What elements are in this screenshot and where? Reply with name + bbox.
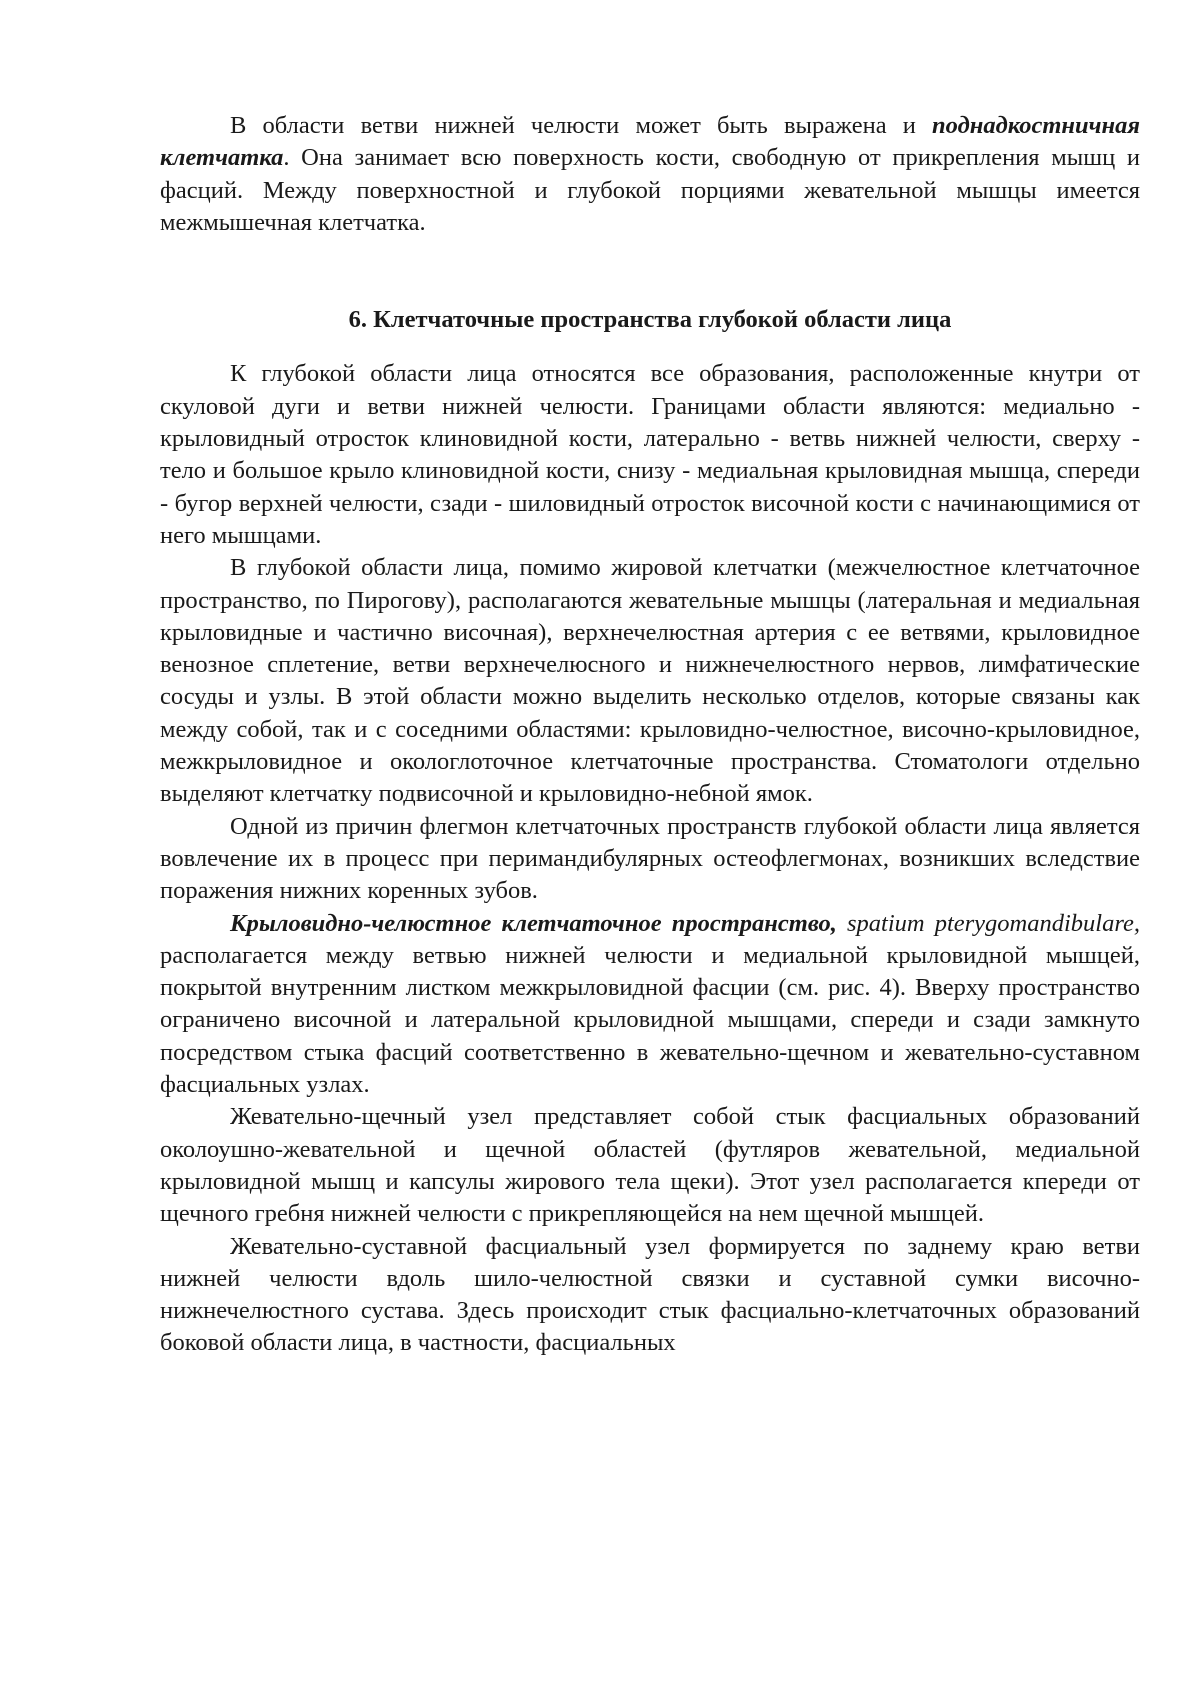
document-page bbox=[160, 110, 1140, 1360]
paragraph-masseter-buccal-node: Жевательно-щечный узел представляет собой стык фасциальных образований околоушно-жевательной и щечной областей (футляров жевательной, медиальной крыловидной мышц и капсулы жирового тела щеки). Этот узел располагается кпереди от щечного гребня нижней челюсти с прикрепляющейся на нем щечной мышцей. bbox=[160, 1103, 1140, 1228]
term-emphasis: поднадкостничная клетчатка bbox=[160, 112, 1140, 172]
paragraph-pterygomandibular-space bbox=[160, 908, 1140, 1102]
text-run: . Она занимает всю поверхность кости, свободную от прикрепления мышц и фасций. Между поверхностной и глубокой порциями жевательной мышцы имеется межмышечная клетчатка. bbox=[160, 144, 1140, 236]
text-run: располагается между ветвью нижней челюсти и медиальной крыловидной мышцей, покрытой внутренним листком межкрыловидной фасции (см. рис. 4). Вверху пространство ограничено височной и латеральной крыловидной мышцами, спереди и сзади замкнуто посредством стыка фасций соответственно в жевательно-щечном и жевательно-суставном фасциальных узлах. bbox=[160, 941, 1140, 1099]
spacer bbox=[160, 336, 1140, 358]
spacer bbox=[160, 239, 1140, 304]
paragraph-deep-region-contents: В глубокой области лица, помимо жировой клетчатки (межчелюстное клетчаточное пространство, по Пирогову), располагаются жевательные мышцы (латеральная и медиальная крыловидные и частично височная), верхнечелюстная артерия с ее ветвями, крыловидное венозное сплетение, ветви верхнечелюсного и нижнечелюстного нервов, лимфатические сосуды и узлы. В этой области можно выделить несколько отделов, которые связаны как между собой, так и с соседними областями: крыловидно-челюстное, височно-крыловидное, межкрыловидное и окологлоточное клетчаточные пространства. Стоматологи отдельно выделяют клетчатку подвисочной и крыловидно-небной ямок. bbox=[160, 554, 1140, 808]
paragraph-subperiosteal-tissue bbox=[160, 110, 1140, 239]
term-emphasis: Крыловидно-челюстное клетчаточное пространство, bbox=[230, 909, 837, 937]
paragraph-masseter-articular-node: Жевательно-суставной фасциальный узел формируется по заднему краю ветви нижней челюсти вдоль шило-челюстной связки и суставной сумки височно-нижнечелюстного сустава. Здесь происходит стык фасциально-клетчаточных образований боковой области лица, в частности, фасциальных bbox=[160, 1232, 1140, 1357]
latin-term: spatium pterygomandibulare, bbox=[846, 909, 1140, 937]
text-run: В области ветви нижней челюсти может быть выражена и bbox=[230, 112, 933, 139]
section-heading: 6. Клетчаточные пространства глубокой области лица bbox=[348, 306, 952, 334]
paragraph-deep-region-borders: К глубокой области лица относятся все образования, расположенные кнутри от скуловой дуги и ветви нижней челюсти. Границами области являются: медиально - крыловидный отросток клиновидной кости, латерально - ветвь нижней челюсти, сверху - тело и большое крыло клиновидной кости, снизу - медиальная крыловидная мышца, спереди - бугор верхней челюсти, сзади - шиловидный отросток височной кости с начинающимися от него мышцами. bbox=[160, 360, 1140, 549]
paragraph-phlegmon-causes: Одной из причин флегмон клетчаточных пространств глубокой области лица является вовлечение их в процесс при перимандибулярных остеофлегмонах, возникших вследствие поражения нижних коренных зубов. bbox=[160, 812, 1140, 905]
text-run bbox=[837, 910, 847, 937]
